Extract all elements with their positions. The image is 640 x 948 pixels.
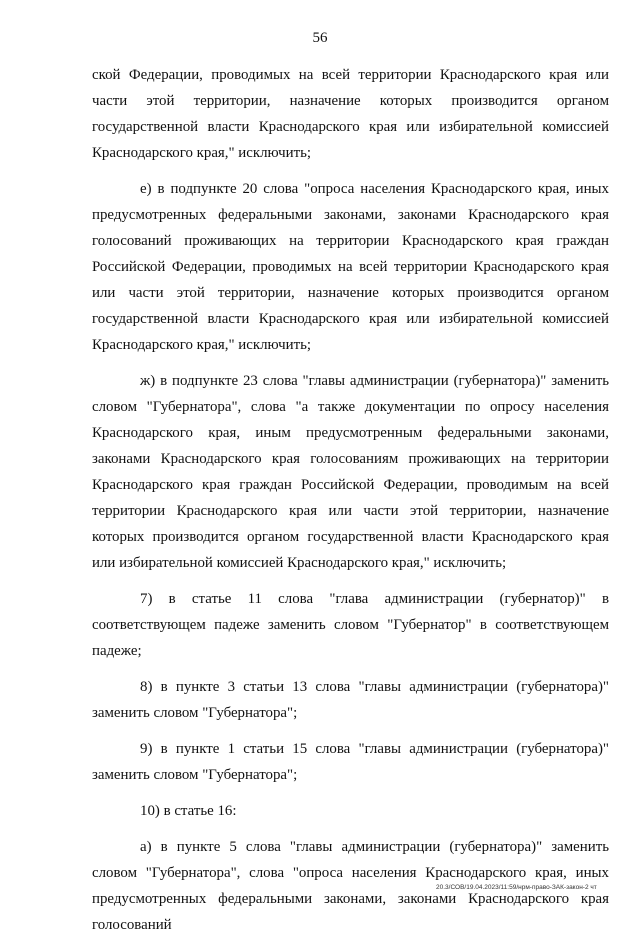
paragraph-item-9: 9) в пункте 1 статьи 15 слова "главы администрации (губернатора)" заменить словом "Губернатора"; [92, 741, 609, 783]
page-number: 56 [312, 30, 328, 46]
paragraph-item-zh: ж) в подпункте 23 слова "главы администрации (губернатора)" заменить словом "Губернатора", слова "а также документации по опросу населения Краснодарского края, иным предусмотренным федеральными законами, законами Краснодарского края голосованиям проживающих на территории Краснодарского края граждан Российской Федерации, проводимым на всей территории Краснодарского края или части этой территории, назначение которых производится органом государственной власти Краснодарского края или избирательной комиссией Краснодарского края," исключить; [92, 373, 609, 571]
paragraph-continuation: ской Федерации, проводимых на всей территории Краснодарского края или части этой территории, назначение которых производится органом государственной власти Краснодарского края или избирательной комиссией Краснодарского края," исключить; [92, 67, 609, 161]
document-body [92, 62, 609, 948]
paragraph-item-e: е) в подпункте 20 слова "опроса населения Краснодарского края, иных предусмотренных федеральными законами, законами Краснодарского края голосований проживающих на территории Краснодарского края граждан Российской Федерации, проводимых на всей территории Краснодарского края или части этой территории, назначение которых производится органом государственной власти Краснодарского края или избирательной комиссией Краснодарского края," исключить; [92, 181, 609, 353]
paragraph-item-7: 7) в статье 11 слова "глава администрации (губернатор)" в соответствующем падеже заменить словом "Губернатор" в соответствующем падеже; [92, 591, 609, 659]
paragraph-item-10: 10) в статье 16: [140, 803, 237, 819]
document-footer-code: 20.3/СОВ/19.04.2023/11:59/нрм-право-ЗАК-закон-2 чт [436, 884, 597, 891]
paragraph-item-8: 8) в пункте 3 статьи 13 слова "главы администрации (губернатора)" заменить словом "Губернатора"; [92, 679, 609, 721]
paragraph-item-a: а) в пункте 5 слова "главы администрации (губернатора)" заменить словом "Губернатора", слова "опроса населения Краснодарского края, иных предусмотренных федеральными законами, законами Краснодарского края голосований [92, 839, 609, 933]
